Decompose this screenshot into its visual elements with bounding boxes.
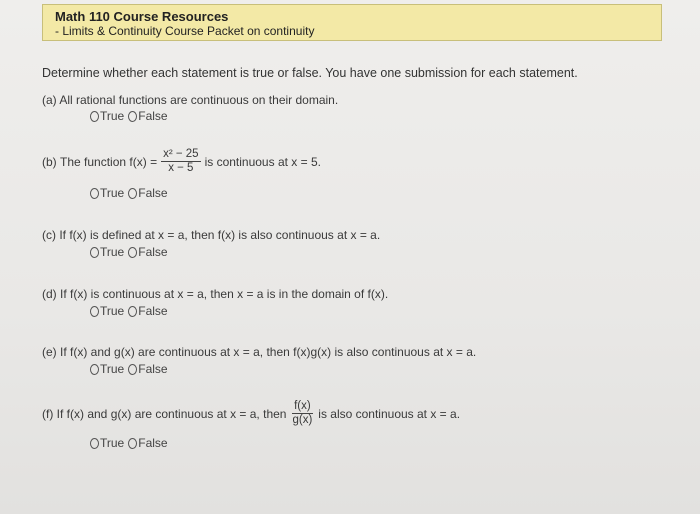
option-false-label: False — [138, 304, 168, 318]
radio-icon[interactable] — [90, 247, 99, 258]
question-d-false[interactable] — [128, 304, 167, 318]
question-c-text: If f(x) is defined at x = a, then f(x) is also continuous at x = a. — [59, 228, 381, 242]
question-f — [42, 400, 460, 427]
option-true-label: True — [100, 436, 125, 450]
question-c-true[interactable] — [90, 245, 124, 259]
question-b-fraction — [161, 148, 200, 175]
radio-icon[interactable] — [128, 247, 137, 258]
option-true-label: True — [100, 245, 125, 259]
question-b-options — [90, 186, 168, 200]
question-b-true[interactable] — [90, 186, 124, 200]
option-true-label: True — [100, 186, 125, 200]
question-f-label: (f) — [42, 406, 54, 421]
question-c-options — [90, 245, 168, 259]
radio-icon[interactable] — [90, 438, 99, 449]
option-false-label: False — [138, 109, 168, 123]
question-d — [42, 287, 388, 301]
question-b-numerator: x² − 25 — [163, 148, 199, 160]
question-b — [42, 148, 321, 175]
radio-icon[interactable] — [90, 364, 99, 375]
course-title: Math 110 Course Resources — [55, 9, 229, 24]
question-a-true[interactable] — [90, 109, 124, 123]
question-b-suffix: is continuous at x = 5. — [204, 154, 321, 169]
question-f-fraction — [290, 400, 314, 427]
question-c-label: (c) — [42, 228, 56, 242]
question-f-false[interactable] — [128, 436, 167, 450]
question-b-function: f(x) = — [129, 154, 158, 169]
question-f-options — [90, 436, 168, 450]
radio-icon[interactable] — [90, 306, 99, 317]
course-subtitle: - Limits & Continuity Course Packet on continuity — [55, 24, 315, 38]
question-b-denominator: x − 5 — [168, 162, 194, 174]
question-f-suffix: is also continuous at x = a. — [318, 406, 461, 421]
question-c — [42, 228, 380, 242]
radio-icon[interactable] — [128, 188, 137, 199]
question-d-true[interactable] — [90, 304, 124, 318]
question-f-prefix: If f(x) and g(x) are continuous at x = a, then — [56, 406, 287, 421]
question-f-numerator: f(x) — [294, 400, 311, 412]
radio-icon[interactable] — [128, 111, 137, 122]
question-e-false[interactable] — [128, 362, 167, 376]
question-a-label: (a) — [42, 93, 57, 107]
question-b-prefix: The function — [60, 154, 127, 169]
course-header — [42, 4, 662, 41]
question-e-true[interactable] — [90, 362, 124, 376]
radio-icon[interactable] — [128, 364, 137, 375]
question-d-options — [90, 304, 168, 318]
option-false-label: False — [138, 436, 168, 450]
radio-icon[interactable] — [90, 111, 99, 122]
question-a-text: All rational functions are continuous on their domain. — [59, 93, 339, 107]
option-false-label: False — [138, 362, 168, 376]
question-c-false[interactable] — [128, 245, 167, 259]
option-true-label: True — [100, 109, 125, 123]
question-e-options — [90, 362, 168, 376]
instructions: Determine whether each statement is true or false. You have one submission for each statement. — [42, 66, 578, 80]
question-a-false[interactable] — [128, 109, 167, 123]
question-e-label: (e) — [42, 345, 57, 359]
question-f-true[interactable] — [90, 436, 124, 450]
option-true-label: True — [100, 362, 125, 376]
question-f-denominator: g(x) — [292, 414, 313, 426]
radio-icon[interactable] — [128, 438, 137, 449]
radio-icon[interactable] — [90, 188, 99, 199]
question-b-false[interactable] — [128, 186, 167, 200]
option-true-label: True — [100, 304, 125, 318]
option-false-label: False — [138, 245, 168, 259]
question-d-text: If f(x) is continuous at x = a, then x = a is in the domain of f(x). — [60, 287, 389, 301]
radio-icon[interactable] — [128, 306, 137, 317]
question-b-label: (b) — [42, 154, 57, 169]
question-d-label: (d) — [42, 287, 57, 301]
question-a — [42, 93, 338, 107]
option-false-label: False — [138, 186, 168, 200]
question-e-text: If f(x) and g(x) are continuous at x = a, then f(x)g(x) is also continuous at x = a. — [60, 345, 477, 359]
question-a-options — [90, 109, 168, 123]
question-e — [42, 345, 476, 359]
